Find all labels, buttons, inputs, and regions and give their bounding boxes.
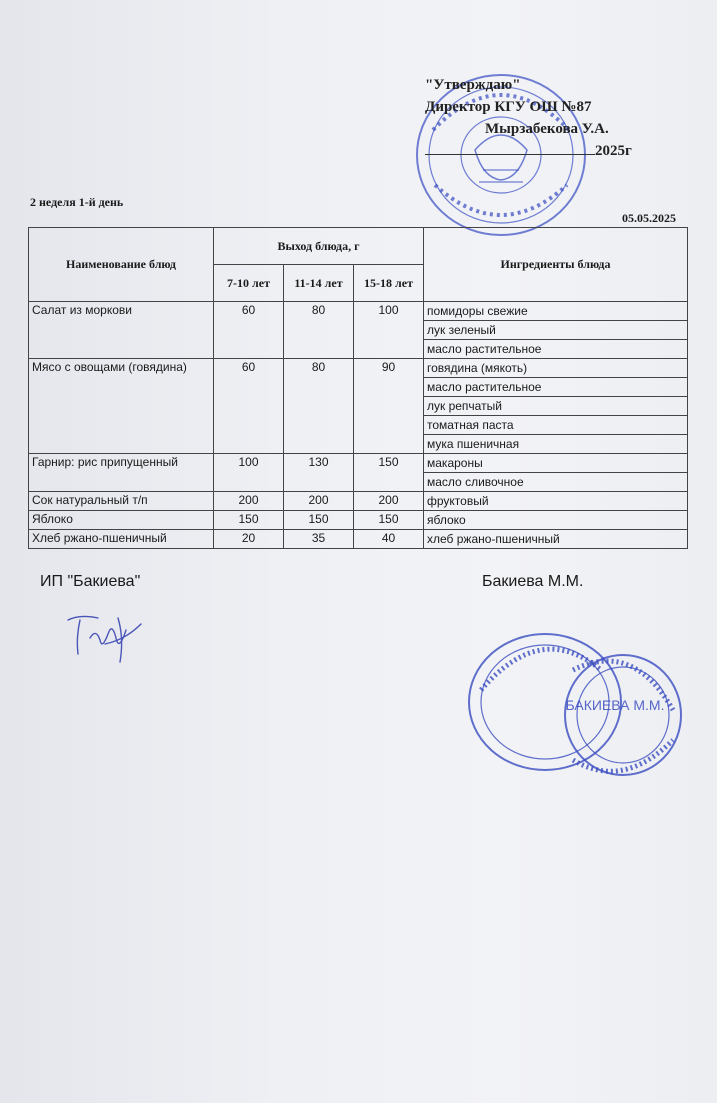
dish-name: Салат из моркови <box>29 302 214 359</box>
ingredient: хлеб ржано-пшеничный <box>424 530 688 549</box>
approval-director: Директор КГУ ОШ №87 <box>425 99 592 115</box>
approval-name: Мырзабекова У.А. <box>485 121 609 137</box>
yield-value: 40 <box>354 530 424 549</box>
responsible-person: Бакиева М.М. <box>482 573 584 590</box>
yield-value: 20 <box>214 530 284 549</box>
dish-name: Яблоко <box>29 511 214 530</box>
dish-name: Хлеб ржано-пшеничный <box>29 530 214 549</box>
yield-value: 80 <box>284 359 354 454</box>
approval-block <box>425 74 685 162</box>
ingredient: макароны <box>424 454 688 473</box>
yield-value: 60 <box>214 302 284 359</box>
table-row <box>29 454 688 473</box>
yield-value: 80 <box>284 302 354 359</box>
header-dish: Наименование блюд <box>29 228 214 302</box>
header-age-11-14: 11-14 лет <box>284 265 354 302</box>
header-age-15-18: 15-18 лет <box>354 265 424 302</box>
table-row <box>29 511 688 530</box>
ingredient: говядина (мякоть) <box>424 359 688 378</box>
ingredient: лук зеленый <box>424 321 688 340</box>
approval-year: 2025г <box>595 143 632 159</box>
ingredient: помидоры свежие <box>424 302 688 321</box>
yield-value: 150 <box>284 511 354 530</box>
approval-heading: "Утверждаю" <box>425 77 521 93</box>
yield-value: 200 <box>214 492 284 511</box>
table-row <box>29 492 688 511</box>
company-stamp <box>463 630 685 780</box>
ingredient: масло растительное <box>424 378 688 397</box>
menu-title: 2 неделя 1-й день <box>30 195 124 209</box>
signature-icon <box>60 608 150 668</box>
table-row <box>29 530 688 549</box>
approval-date-line <box>425 140 685 162</box>
header-yield: Выход блюда, г <box>214 228 424 265</box>
yield-value: 200 <box>284 492 354 511</box>
ingredient: фруктовый <box>424 492 688 511</box>
stamp-text: БАКИЕВА М.М. <box>565 697 665 713</box>
yield-value: 60 <box>214 359 284 454</box>
company-name: ИП "Бакиева" <box>40 573 141 590</box>
table-row <box>29 359 688 378</box>
ingredient: мука пшеничная <box>424 435 688 454</box>
yield-value: 100 <box>354 302 424 359</box>
header-ingredients: Ингредиенты блюда <box>424 228 688 302</box>
yield-value: 90 <box>354 359 424 454</box>
ingredient: масло растительное <box>424 340 688 359</box>
document-date: 05.05.2025 <box>622 211 676 225</box>
menu-table <box>28 227 688 549</box>
yield-value: 150 <box>354 511 424 530</box>
table-row <box>29 302 688 321</box>
ingredient: яблоко <box>424 511 688 530</box>
yield-value: 200 <box>354 492 424 511</box>
yield-value: 130 <box>284 454 354 492</box>
dish-name: Мясо с овощами (говядина) <box>29 359 214 454</box>
yield-value: 150 <box>214 511 284 530</box>
yield-value: 35 <box>284 530 354 549</box>
ingredient: лук репчатый <box>424 397 688 416</box>
header-age-7-10: 7-10 лет <box>214 265 284 302</box>
yield-value: 150 <box>354 454 424 492</box>
dish-name: Сок натуральный т/п <box>29 492 214 511</box>
ingredient: масло сливочное <box>424 473 688 492</box>
yield-value: 100 <box>214 454 284 492</box>
ingredient: томатная паста <box>424 416 688 435</box>
dish-name: Гарнир: рис припущенный <box>29 454 214 492</box>
